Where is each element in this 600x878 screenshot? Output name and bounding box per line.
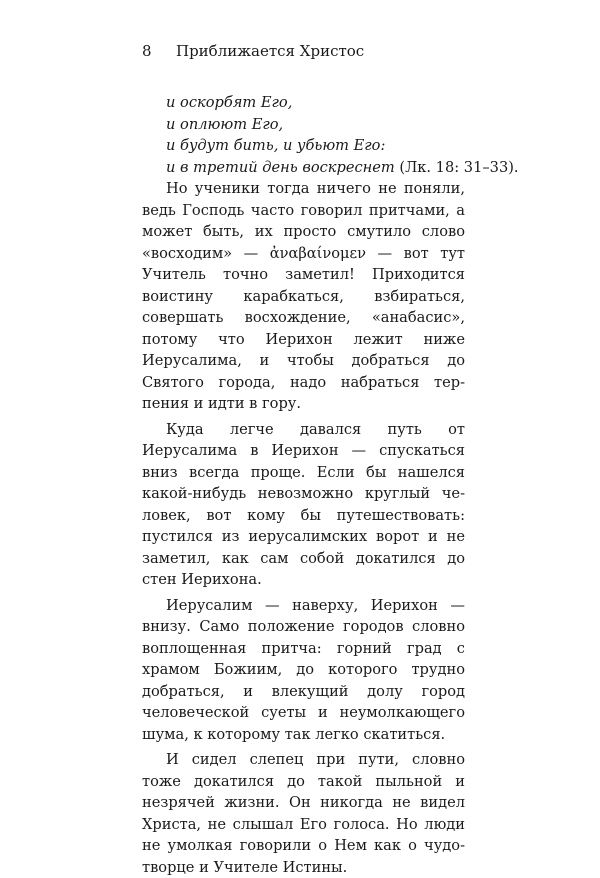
page-header [142, 41, 364, 61]
running-title: Приближается Христос [176, 42, 365, 60]
page-body [142, 92, 519, 878]
paragraph: Иерусалим — наверху, Иерихон — внизу. Само положение городов словно воплощенная притча: горний град с храмом Божиим, до которого трудно добраться, и влекущий долу город человеческой суеты и неумолкающего шума, к которому так легко скатиться. [142, 596, 465, 743]
paragraph: И сидел слепец при пути, словно тоже докатился до такой пыльной и незрячей жизни. Он никогда не видел Христа, не слышал Его голоса. Но люди не умолкая говорили о Нем как о чудотворце и Учителе Истины. [142, 751, 465, 876]
verse-line: и в третий день воскреснет [166, 158, 395, 176]
paragraph: Куда легче давался путь от Иерусалима в Иерихон — спускаться вниз всегда проще. Если бы нашелся какой-нибудь невозможно круглый человек, вот кому бы путешествовать: пустился из иерусалимских ворот и не заметил, как сам собой докатился до стен Иерихона. [142, 420, 465, 588]
scripture-citation: (Лк. 18: 31–33). [394, 158, 519, 176]
paragraph: Но ученики тогда ничего не поняли, ведь Господь часто говорил притчами, а может быть, их просто смутило слово «восходим» — ἀναβαίνομεν — вот тут Учитель точно заметил! Приходится воистину карабкаться, взбираться, совершать восхождение, «анабасис», потому что Иерихон лежит ниже Иерусалима, и чтобы добраться до Святого города, надо набраться терпения и идти в гору. [142, 180, 465, 412]
verse-line: и будут бить, и убьют Его: [166, 137, 386, 154]
scripture-quote [166, 92, 519, 178]
page-number: 8 [142, 42, 152, 60]
verse-line-last [166, 157, 519, 179]
verse-line: и оплюют Его, [166, 115, 284, 133]
verse-line: и оскорбят Его, [166, 94, 293, 111]
